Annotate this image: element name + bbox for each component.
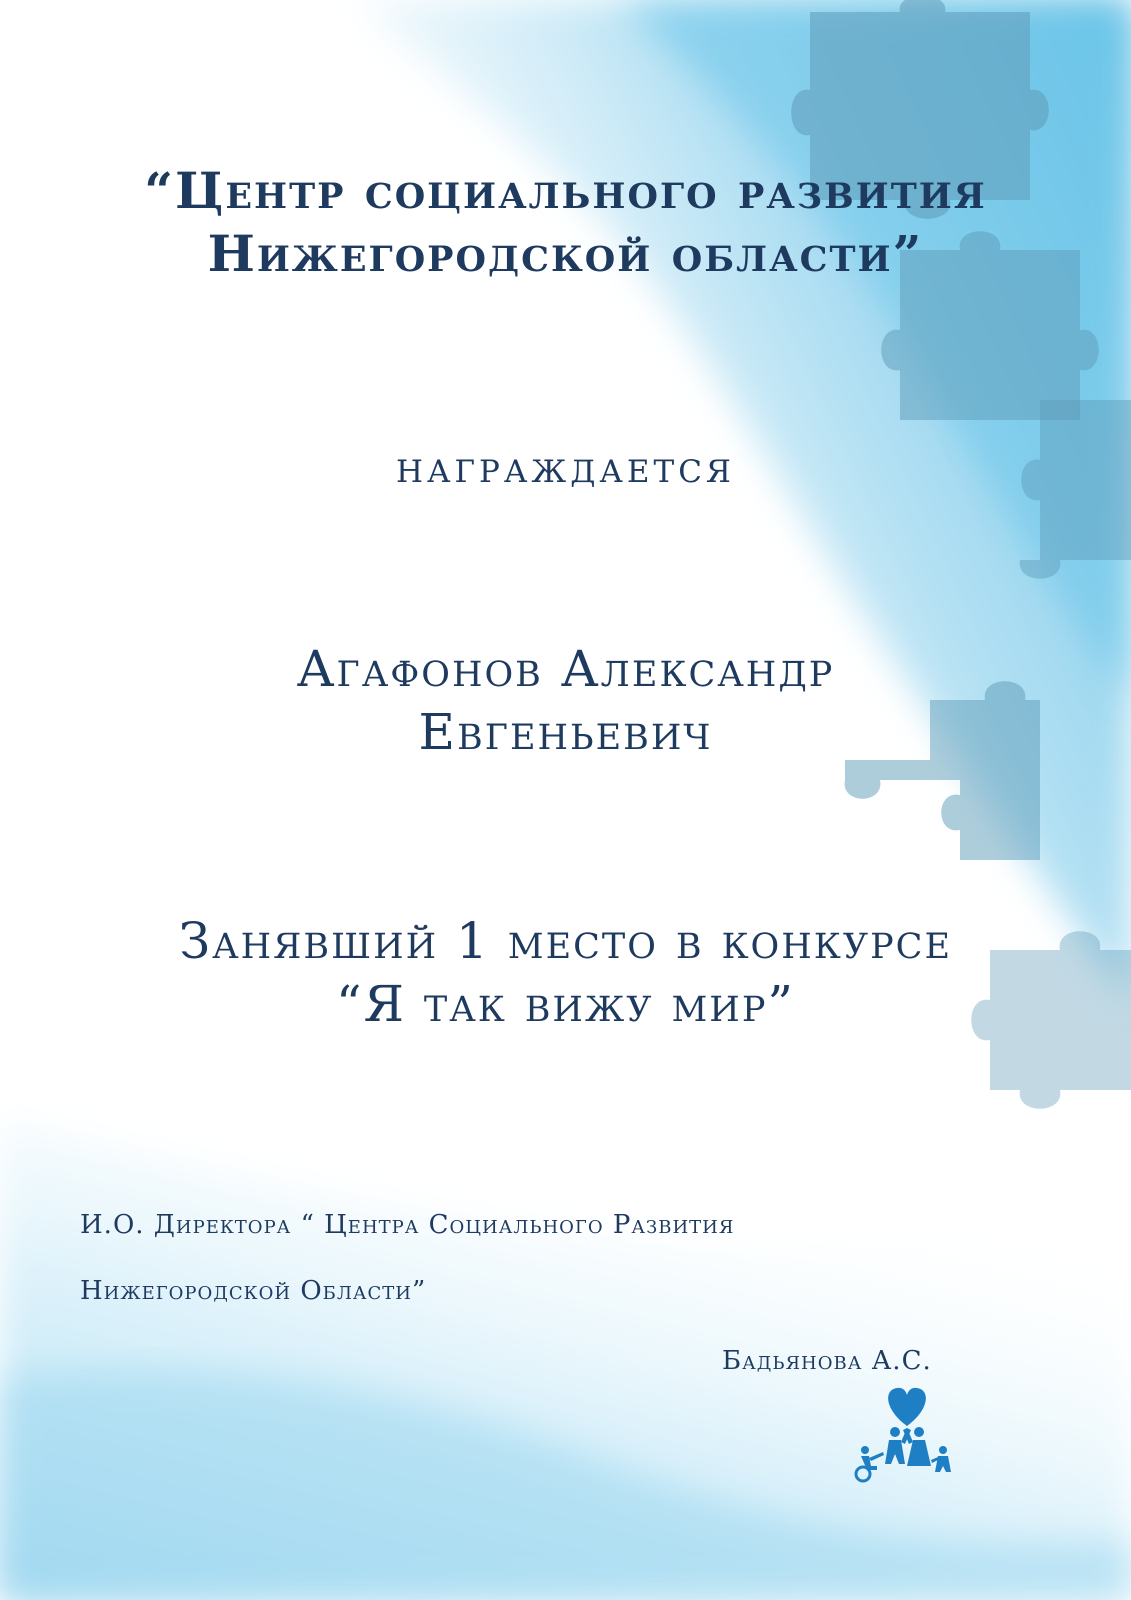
signer-position-line2: Нижегородской Области” — [80, 1276, 427, 1306]
recipient-name — [0, 638, 1131, 763]
achievement-text — [0, 910, 1131, 1035]
organization-title — [0, 160, 1131, 285]
achievement-line1: Занявший 1 место в конкурсе — [178, 912, 953, 970]
organization-title-line2: Нижегородской области” — [207, 223, 924, 283]
family-heart-logo-icon — [845, 1380, 975, 1492]
recipient-name-line1: Агафонов Александр — [296, 640, 835, 698]
signer-name: Бадьянова А.С. — [722, 1346, 932, 1376]
organization-title-line1: “Центр социального развития — [144, 161, 987, 220]
achievement-line2: “Я так вижу мир” — [336, 974, 795, 1033]
award-label: награждается — [396, 442, 735, 493]
recipient-name-line2: Евгеньевич — [418, 702, 713, 761]
signer-position-line1: И.О. Директора “ Центра Социального Развития — [80, 1210, 735, 1240]
